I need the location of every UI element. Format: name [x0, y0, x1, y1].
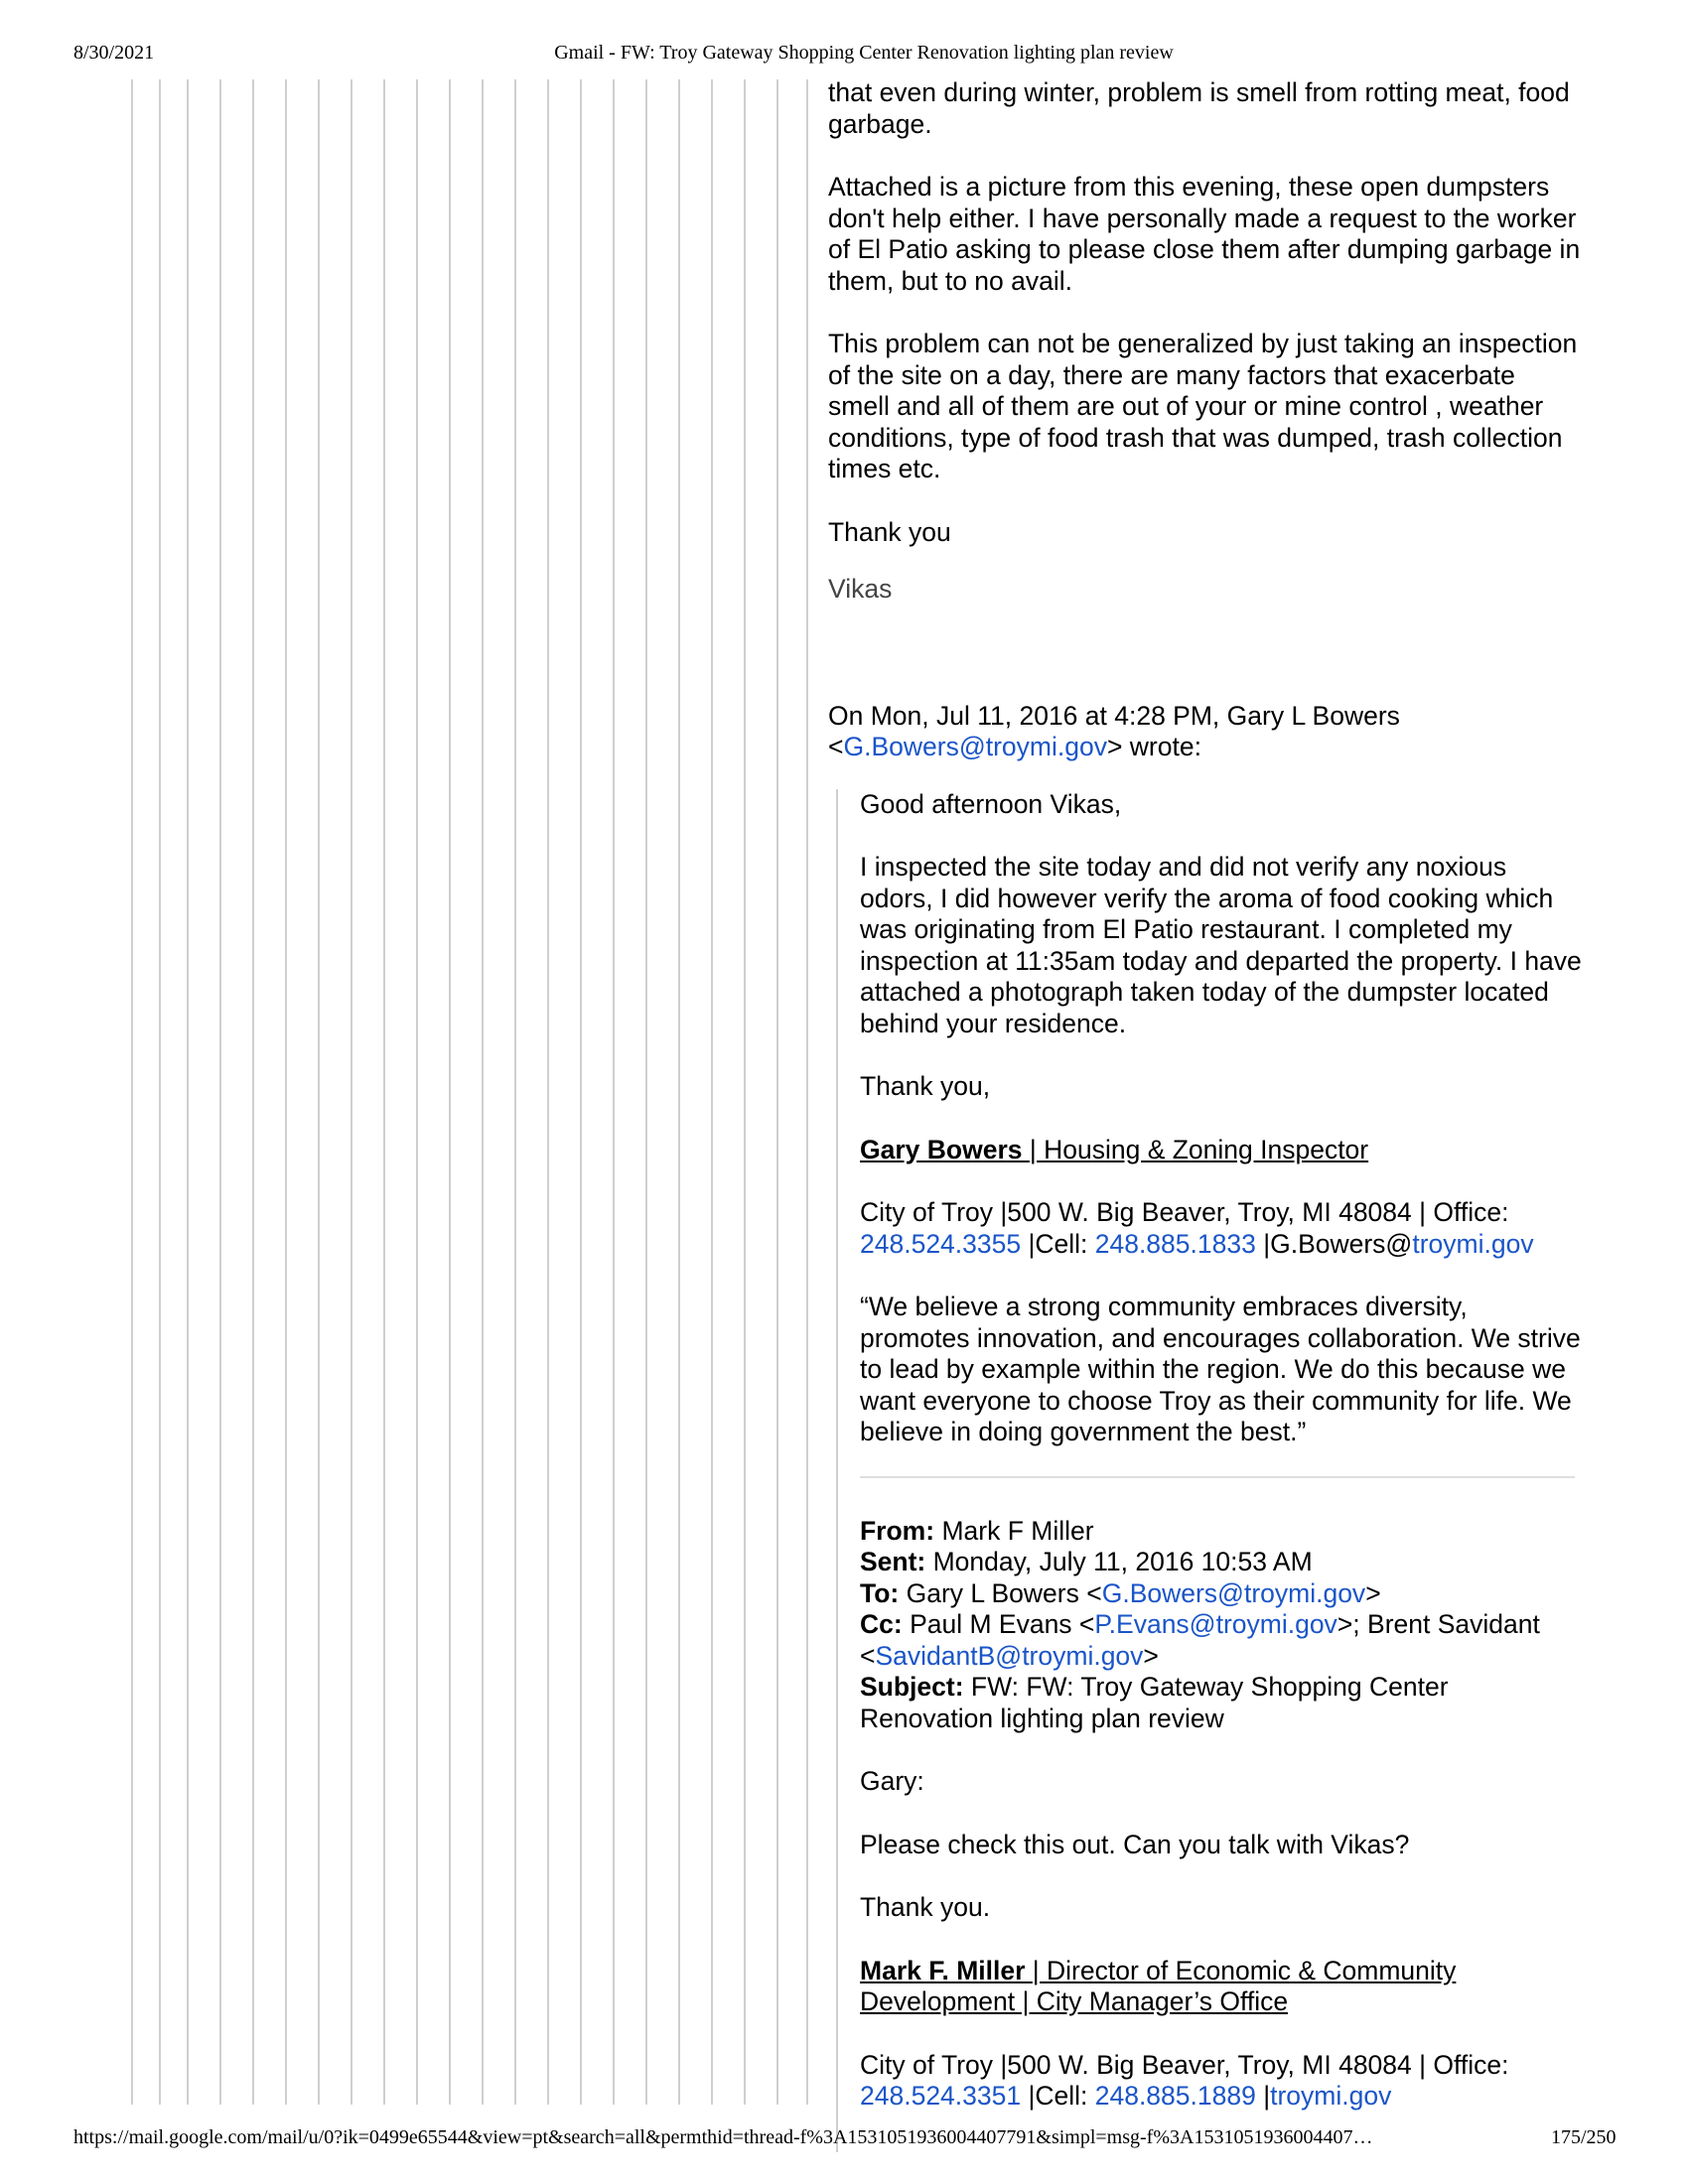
to-email-link[interactable]: G.Bowers@troymi.gov: [1101, 1577, 1366, 1608]
gary-domain-link[interactable]: troymi.gov: [1412, 1228, 1534, 1259]
print-title: Gmail - FW: Troy Gateway Shopping Center Renovation lighting plan review: [554, 42, 1174, 64]
gary-signature: Gary Bowers | Housing & Zoning Inspector: [860, 1134, 1369, 1164]
quoted-message: [828, 789, 1583, 2113]
print-date: 8/30/2021: [73, 42, 155, 64]
vikas-thanks: Thank you: [828, 516, 951, 547]
vikas-paragraph-3: This problem can not be generalized by just taking an inspection of the site on a day, there are many factors that exacerbate smell and all of them are out of your or mine control , weather conditions, type of food trash that was dumped, trash collection times etc.: [828, 329, 1578, 483]
mark-domain-link[interactable]: troymi.gov: [1270, 2081, 1392, 2111]
vikas-signature: Vikas: [828, 574, 893, 604]
page-number: 175/250: [1551, 2126, 1617, 2148]
mark-body: Please check this out. Can you talk with Vikas?: [860, 1829, 1410, 1859]
gary-greeting: Good afternoon Vikas,: [860, 788, 1122, 819]
vikas-paragraph-1: that even during winter, problem is smell from rotting meat, food garbage.: [828, 77, 1570, 139]
mark-cell-phone-link[interactable]: 248.885.1889: [1094, 2081, 1256, 2111]
mark-signature: Mark F. Miller | Director of Economic & Community Development | City Manager’s Office: [860, 1955, 1457, 2016]
gary-motto: “We believe a strong community embraces diversity, promotes innovation, and encourages collaboration. We strive to lead by example within the region. We do this because we want everyone to choose Troy as their community for life. We believe in doing government the best.”: [860, 1292, 1581, 1446]
gary-body: I inspected the site today and did not verify any noxious odors, I did however verify the aroma of food cooking which was originating from El Patio restaurant. I completed my inspection at 11:35am today and departed the property. I have attached a photograph taken today of the dumpster located behind your residence.: [860, 852, 1582, 1038]
print-url: https://mail.google.com/mail/u/0?ik=0499e65544&view=pt&search=all&permthid=thread-f%3A1531051936004407791&simpl=msg-f%3A1531051936004407…: [73, 2126, 1373, 2148]
quote-intro-line: On Mon, Jul 11, 2016 at 4:28 PM, Gary L Bowers <G.Bowers@troymi.gov> wrote:: [828, 700, 1400, 761]
divider: [860, 1476, 1575, 1478]
mark-contact: City of Troy |500 W. Big Beaver, Troy, MI 48084 | Office: 248.524.3351 |Cell: 248.885.1889 |troymi.gov: [860, 2049, 1509, 2111]
mark-thanks: Thank you.: [860, 1892, 991, 1922]
gary-office-phone-link[interactable]: 248.524.3355: [860, 1228, 1022, 1259]
gary-cell-phone-link[interactable]: 248.885.1833: [1094, 1228, 1256, 1259]
cc-email-link-1[interactable]: P.Evans@troymi.gov: [1094, 1609, 1337, 1639]
forward-header: From: Mark F Miller Sent: Monday, July 11, 2016 10:53 AM To: Gary L Bowers <G.Bowers@troymi.gov> Cc: Paul M Evans <P.Evans@troymi.gov>; Brent Savidant <SavidantB@troymi.gov> Subject: FW: FW: Troy Gateway Shopping Center Renovation lighting plan review: [860, 1515, 1540, 1733]
vikas-paragraph-2: Attached is a picture from this evening, these open dumpsters don't help either. I have personally made a request to the worker of El Patio asking to please close them after dumping garbage in them, but to no avail.: [828, 172, 1581, 296]
mark-greeting: Gary:: [860, 1766, 924, 1796]
cc-email-link-2[interactable]: SavidantB@troymi.gov: [875, 1640, 1144, 1671]
quote-intro-email-link[interactable]: G.Bowers@troymi.gov: [843, 732, 1107, 761]
mark-office-phone-link[interactable]: 248.524.3351: [860, 2081, 1022, 2111]
quote-bar: [836, 789, 838, 2152]
gary-contact: City of Troy |500 W. Big Beaver, Troy, MI 48084 | Office: 248.524.3355 |Cell: 248.885.1833 |G.Bowers@troymi.gov: [860, 1197, 1534, 1259]
email-body: [828, 77, 1583, 2113]
gary-thanks: Thank you,: [860, 1071, 991, 1101]
